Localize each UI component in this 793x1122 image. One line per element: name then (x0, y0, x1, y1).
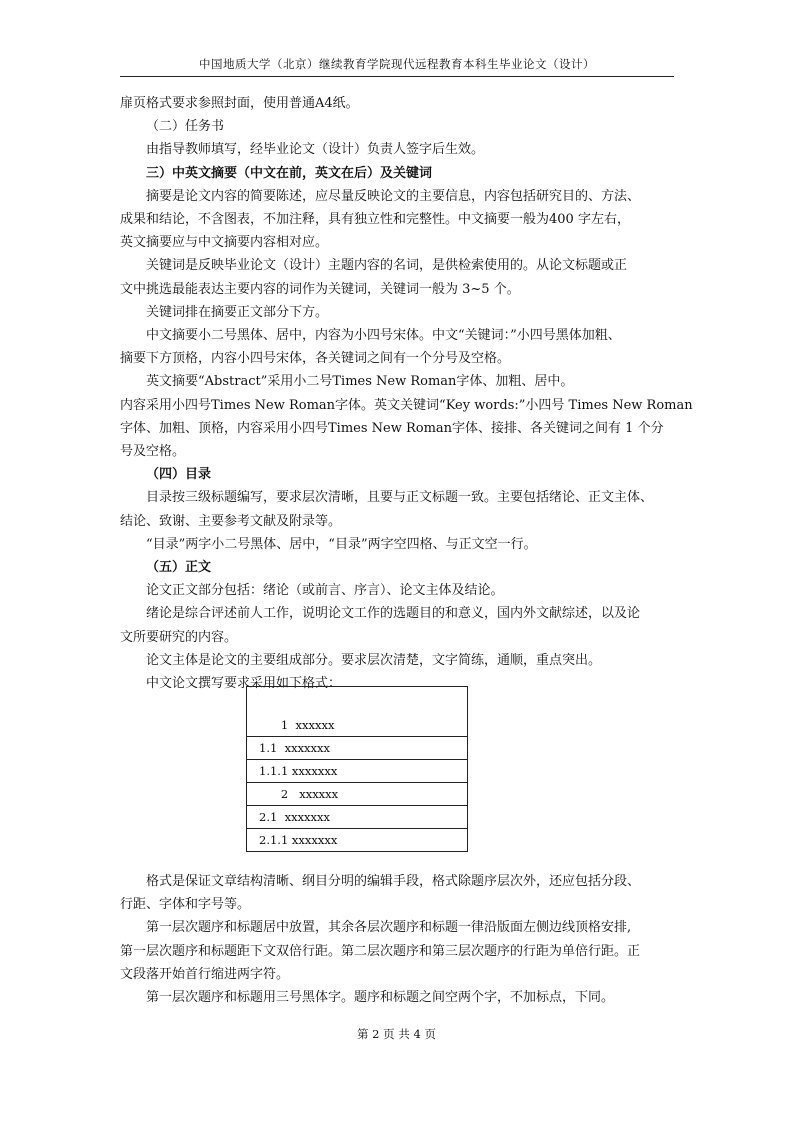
page-number: 第 2 页 共 4 页 (357, 1027, 436, 1041)
paragraph-line: 目录按三级标题编写，要求层次清晰，且要与正文标题一致。主要包括绪论、正文主体、 (146, 490, 654, 506)
paragraph-line: 摘要下方顶格，内容小四号宋体，各关键词之间有一个分号及空格。 (120, 351, 511, 367)
outline-cell: 1.1.1 xxxxxxx (247, 760, 468, 783)
section-heading: 三）中英文摘要（中文在前，英文在后）及关键词 (146, 165, 433, 181)
paragraph-line: 英文摘要应与中文摘要内容相对应。 (120, 235, 329, 251)
paragraph-line: 第一层次题序和标题用三号黑体字。题序和标题之间空两个字，不加标点，下同。 (146, 990, 615, 1006)
outline-row (247, 737, 468, 760)
paragraph-line: 成果和结论，不含图表，不加注释，具有独立性和完整性。中文摘要一般为400 字左右， (120, 212, 630, 228)
paragraph-line: 论文正文部分包括：绪论（或前言、序言）、论文主体及结论。 (146, 583, 504, 599)
outline-cell: 1 xxxxxx (247, 687, 468, 737)
paragraph-line: 内容采用小四号Times New Roman字体。英文关键词“Key words:”小四号 Times New Roman (120, 397, 693, 413)
outline-row (247, 783, 468, 806)
paragraph-line: 论文主体是论文的主要组成部分。要求层次清楚，文字简练，通顺，重点突出。 (146, 652, 602, 668)
paragraph-line: 摘要是论文内容的简要陈述，应尽量反映论文的主要信息，内容包括研究目的、方法、 (146, 188, 641, 204)
paragraph-line: 第一层次题序和标题居中放置，其余各层次题序和标题一律沿版面左侧边线顶格安排, (146, 920, 632, 936)
section-heading: （四）目录 (146, 467, 212, 483)
paragraph-line: 结论、致谢、主要参考文献及附录等。 (120, 513, 342, 529)
paragraph-line: 中文论文撰写要求采用如下格式： (146, 676, 342, 692)
paragraph-line: 文中挑选最能表达主要内容的词作为关键词，关键词一般为 3~5 个。 (120, 281, 520, 297)
paragraph-line: 第一层次题序和标题距下文双倍行距。第二层次题序和第三层次题序的行距为单倍行距。正 (120, 943, 641, 959)
paragraph-line: 号及空格。 (120, 444, 186, 460)
paragraph-line: 字体、加粗、顶格，内容采用小四号Times New Roman字体、接排、各关键词之间有 1 个分 (120, 420, 664, 436)
outline-row (247, 829, 468, 852)
paragraph-line: （二）任务书 (146, 119, 225, 135)
paragraph-line: 关键词排在摘要正文部分下方。 (146, 304, 329, 320)
outline-cell: 2.1.1 xxxxxxx (247, 829, 468, 852)
paragraph-line: 文所要研究的内容。 (120, 629, 238, 645)
outline-cell: 2.1 xxxxxxx (247, 806, 468, 829)
page-header: 中国地质大学（北京）继续教育学院现代远程教育本科生毕业论文（设计） (120, 56, 674, 77)
paragraph-line: 扉页格式要求参照封面，使用普通A4纸。 (120, 96, 359, 111)
paragraph-line: “目录”两字小二号黑体、居中，“目录”两字空四格、与正文空一行。 (146, 536, 537, 552)
paragraph-line: 绪论是综合评述前人工作，说明论文工作的选题目的和意义，国内外文献综述，以及论 (146, 606, 641, 622)
paragraph-line: 英文摘要“Abstract”采用小二号Times New Roman字体、加粗、居中。 (146, 374, 574, 390)
paragraph-line: 格式是保证文章结构清晰、纲目分明的编辑手段，格式除题序层次外，还应包括分段、 (146, 874, 641, 889)
section-heading: （五）正文 (146, 560, 212, 576)
paragraph-line: 行距、字体和字号等。 (120, 897, 251, 913)
outline-row (247, 806, 468, 829)
outline-cell: 1.1 xxxxxxx (247, 737, 468, 760)
outline-format-table (246, 686, 468, 852)
paragraph-line: 中文摘要小二号黑体、居中，内容为小四号宋体。中文“关键词：”小四号黑体加粗、 (146, 328, 621, 344)
paragraph-line: 由指导教师填写，经毕业论文（设计）负责人签字后生效。 (146, 142, 485, 158)
body-text-lower (120, 870, 680, 1009)
paragraph-line: 文段落开始首行缩进两字符。 (120, 966, 290, 982)
outline-row (247, 687, 468, 737)
paragraph-line: 关键词是反映毕业论文（设计）主题内容的名词，是供检索使用的。从论文标题或正 (146, 258, 628, 274)
outline-cell: 2 xxxxxx (247, 783, 468, 806)
outline-row (247, 760, 468, 783)
body-text-upper (120, 92, 693, 695)
